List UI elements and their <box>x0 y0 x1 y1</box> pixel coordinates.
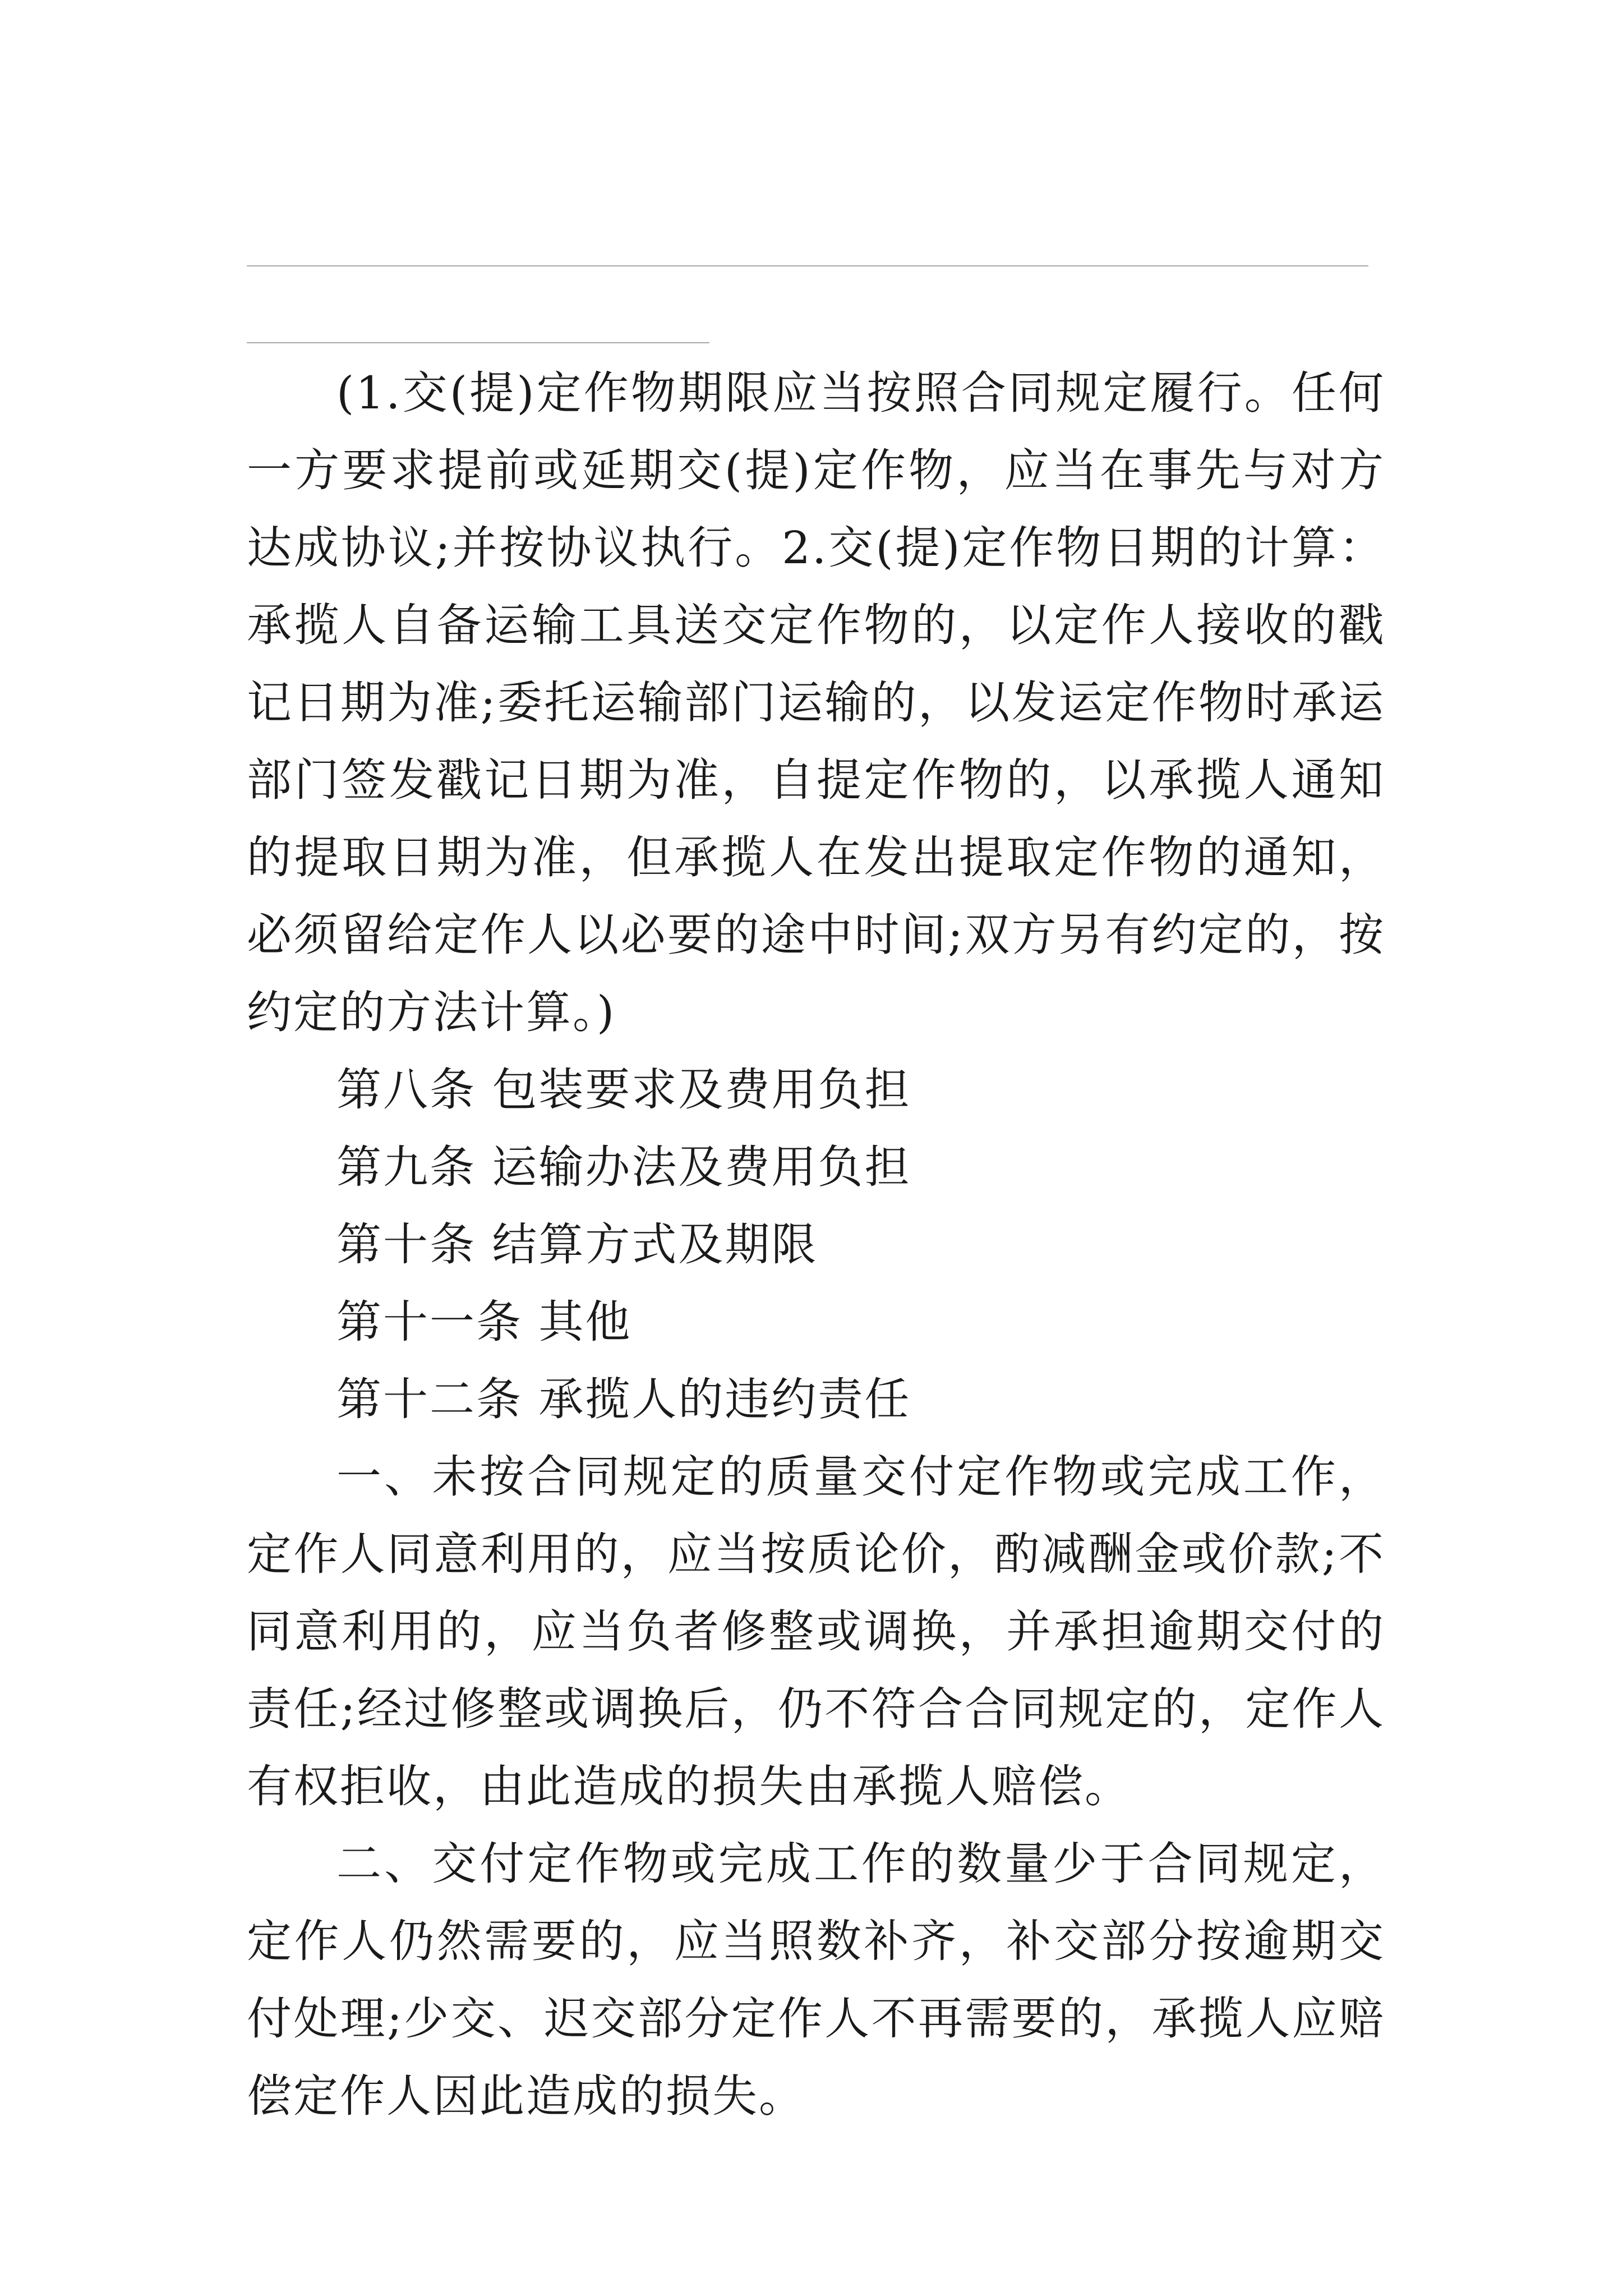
article-12-heading: 第十二条 承揽人的违约责任 <box>336 1373 911 1425</box>
article-9-heading: 第九条 运输办法及费用负担 <box>336 1141 911 1193</box>
header-divider <box>247 265 1368 266</box>
document-body <box>247 355 1385 2135</box>
article-10-heading: 第十条 结算方式及期限 <box>336 1218 818 1271</box>
paragraph-clause-1: 一、未按合同规定的质量交付定作物或完成工作，定作人同意利用的，应当按质论价，酌减酬金或价款;不同意利用的，应当负者修整或调换，并承担逾期交付的责任;经过修整或调换后，仍不符合合同规定的，定作人有权拒收，由此造成的损失由承揽人赔偿。 <box>247 1451 1385 1812</box>
article-8-heading: 第八条 包装要求及费用负担 <box>336 1064 911 1116</box>
paragraph-delivery-terms: (1.交(提)定作物期限应当按照合同规定履行。任何一方要求提前或延期交(提)定作物，应当在事先与对方达成协议;并按协议执行。2.交(提)定作物日期的计算：承揽人自备运输工具送交定作物的，以定作人接收的戳记日期为准;委托运输部门运输的，以发运定作物时承运部门签发戳记日期为准，自提定作物的，以承揽人通知的提取日期为准，但承揽人在发出提取定作物的通知，必须留给定作人以必要的途中时间;双方另有约定的，按约定的方法计算。) <box>247 367 1385 1038</box>
paragraph-clause-2: 二、交付定作物或完成工作的数量少于合同规定，定作人仍然需要的，应当照数补齐，补交部分按逾期交付处理;少交、迟交部分定作人不再需要的，承揽人应赔偿定作人因此造成的损失。 <box>247 1838 1385 2122</box>
article-11-heading: 第十一条 其他 <box>336 1296 632 1348</box>
header-sub-divider <box>247 342 709 343</box>
